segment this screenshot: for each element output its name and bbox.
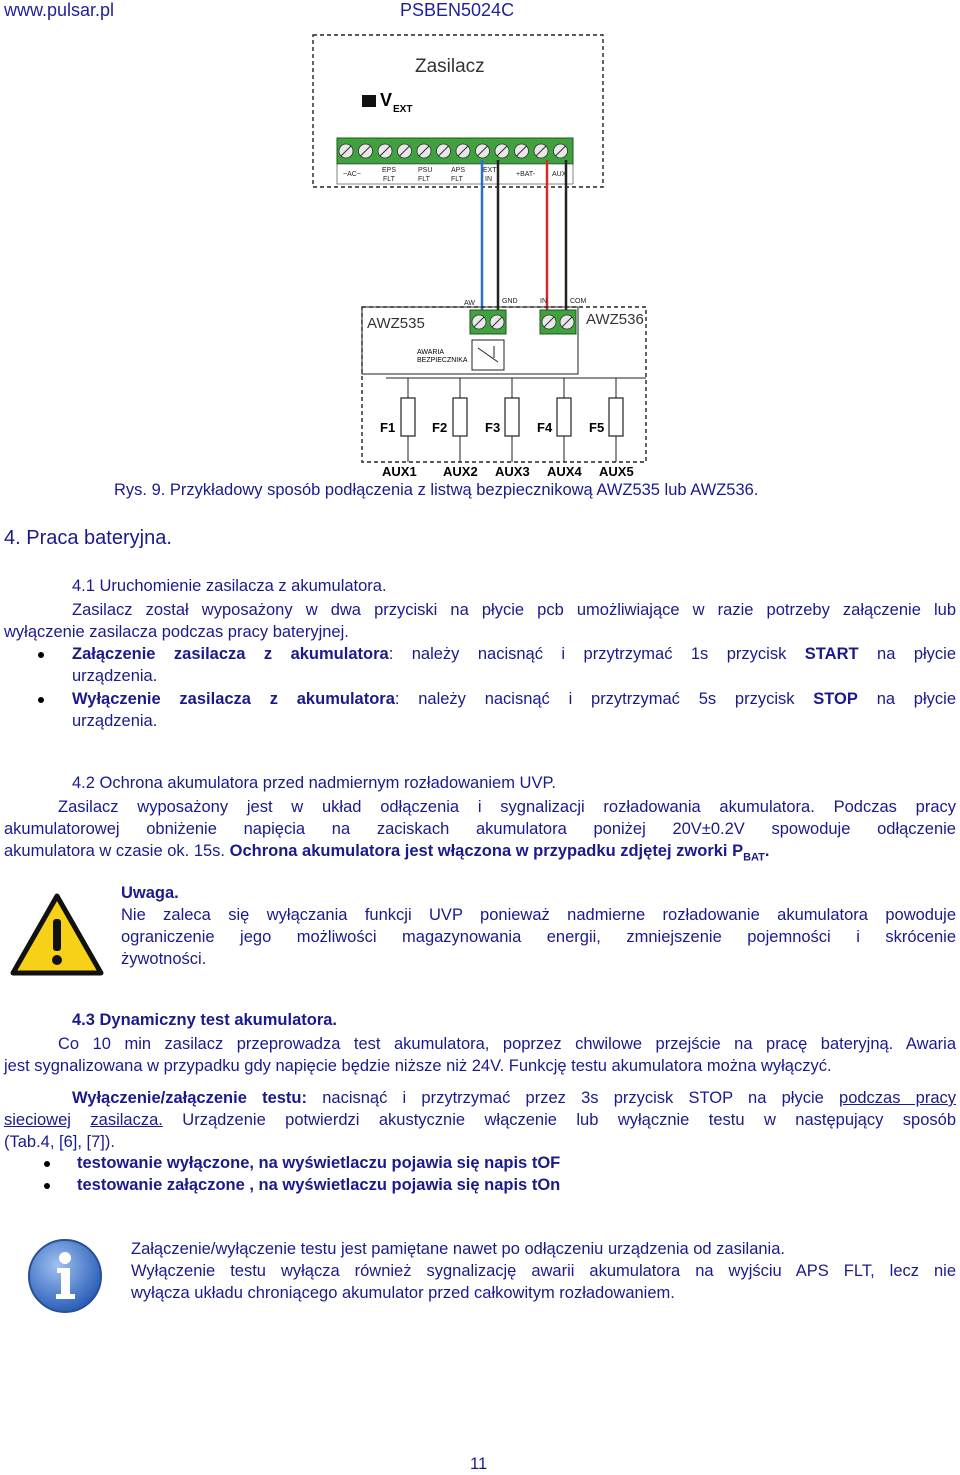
term-eps-flt: FLT bbox=[383, 176, 395, 183]
vext-label: V bbox=[380, 90, 393, 110]
test-toggle-text: nacisnąć i przytrzymać przez 3s przycisk STOP na płycie bbox=[322, 1089, 824, 1107]
term-aux: AUX bbox=[552, 171, 567, 178]
aux-labels bbox=[382, 464, 634, 479]
warning-line1: Nie zaleca się wyłączania funkcji UVP ponieważ nadmierne rozładowanie akumulatora powoduje bbox=[121, 906, 956, 924]
warning-line3: żywotności. bbox=[121, 950, 207, 968]
psu-title: Zasilacz bbox=[415, 56, 485, 77]
bullet-dot bbox=[38, 652, 44, 658]
info-line1: Załączenie/wyłączenie testu jest pamiętane nawet po odłączeniu urządzenia od zasilania. bbox=[131, 1240, 785, 1258]
s42-line3 bbox=[4, 840, 769, 868]
fuse bbox=[609, 398, 623, 436]
header-model: PSBEN5024C bbox=[400, 0, 515, 20]
bullet-dot bbox=[44, 1161, 50, 1167]
vext-sub: EXT bbox=[393, 104, 413, 115]
term-psu-flt: FLT bbox=[418, 176, 430, 183]
fuse-label-2: F2 bbox=[432, 420, 448, 435]
s41-para-line2: wyłączenie zasilacza podczas pracy bateryjnej. bbox=[4, 623, 349, 641]
warning-icon bbox=[10, 893, 104, 977]
fuse bbox=[453, 398, 467, 436]
term-aps-flt: FLT bbox=[451, 176, 463, 183]
section-41-title: 4.1 Uruchomienie zasilacza z akumulatora. bbox=[72, 577, 387, 595]
info-line2: Wyłączenie testu wyłącza również sygnalizację awarii akumulatora na wyjściu APS FLT, lecz nie bbox=[131, 1262, 956, 1280]
fuse-label-3: F3 bbox=[485, 420, 501, 435]
s43-para-line2: jest sygnalizowana w przypadku gdy napięcie będzie niższe niż 24V. Funkcję testu akumulatora można wyłączyć. bbox=[4, 1057, 832, 1075]
bullet-stop-end: na płycie bbox=[876, 690, 956, 708]
section-42-title: 4.2 Ochrona akumulatora przed nadmiernym rozładowaniem UVP. bbox=[72, 774, 556, 792]
aux-label-4: AUX4 bbox=[547, 464, 582, 479]
s42-line2: akumulatorowej obniżenie napięcia na zaciskach akumulatora poniżej 20V±0.2V spowoduje odłączenie bbox=[4, 820, 956, 838]
s43-test-line2 bbox=[4, 1109, 956, 1131]
page-number: 11 bbox=[470, 1455, 488, 1473]
s42-line3-bold: Ochrona akumulatora jest włączona w przypadku zdjętej zworki P bbox=[229, 842, 744, 860]
header-website: www.pulsar.pl bbox=[4, 0, 115, 20]
bullet-start-line2: urządzenia. bbox=[72, 667, 158, 685]
label-com: COM bbox=[570, 298, 587, 305]
test-on-bullet: testowanie załączone , na wyświetlaczu pojawia się napis tOn bbox=[77, 1176, 561, 1194]
aux-label-5: AUX5 bbox=[599, 464, 634, 479]
uwaga-label: Uwaga. bbox=[121, 884, 179, 902]
test-toggle-line2-text: Urządzenie potwierdzi akustycznie włączenie lub wyłącznie testu w następujący sposób bbox=[182, 1111, 956, 1129]
figure-caption: Rys. 9. Przykładowy sposób podłączenia z listwą bezpiecznikową AWZ535 lub AWZ536. bbox=[114, 481, 759, 499]
fuse bbox=[401, 398, 415, 436]
wiring-diagram bbox=[300, 30, 660, 480]
vext-indicator bbox=[362, 95, 376, 107]
label-gnd: GND bbox=[502, 298, 518, 305]
bullet-stop-text: : należy nacisnąć i przytrzymać 5s przycisk bbox=[394, 690, 795, 708]
section-43-title: 4.3 Dynamiczny test akumulatora. bbox=[72, 1011, 338, 1029]
label-in: IN bbox=[540, 298, 547, 305]
awaria-label-2: BEZPIECZNIKA bbox=[417, 357, 468, 364]
fuse bbox=[557, 398, 571, 436]
pbat-subscript: BAT bbox=[743, 851, 765, 864]
term-ac: ~AC~ bbox=[343, 171, 361, 178]
test-toggle-bold: Wyłączenie/załączenie testu: bbox=[72, 1089, 307, 1107]
term-eps: EPS bbox=[382, 167, 397, 174]
term-psu: PSU bbox=[418, 167, 433, 174]
s43-test-line1 bbox=[72, 1087, 956, 1109]
term-aps: APS bbox=[451, 167, 466, 174]
info-line3: wyłącza układu chroniącego akumulator przed całkowitym rozładowaniem. bbox=[131, 1284, 675, 1302]
s42-line1: Zasilacz wyposażony jest w układ odłączenia i sygnalizacji rozładowania akumulatora. Podczas pracy bbox=[58, 798, 956, 816]
stop-button-name: STOP bbox=[813, 690, 858, 708]
bullet-start-end: na płycie bbox=[877, 645, 957, 663]
test-toggle-underline-3: zasilacza. bbox=[90, 1111, 163, 1129]
bullet-dot bbox=[44, 1183, 50, 1189]
s42-line3-dot: . bbox=[764, 842, 770, 860]
aux-label-2: AUX2 bbox=[443, 464, 478, 479]
bullet-stop-line2: urządzenia. bbox=[72, 712, 158, 730]
awz535-label: AWZ535 bbox=[367, 315, 425, 332]
test-off-bullet: testowanie wyłączone, na wyświetlaczu pojawia się napis tOF bbox=[77, 1154, 561, 1172]
fuse-label-1: F1 bbox=[380, 420, 396, 435]
bullet-start-bold: Załączenie zasilacza z akumulatora bbox=[72, 645, 389, 663]
bullet-dot bbox=[38, 697, 44, 703]
term-ext: EXT bbox=[483, 167, 497, 174]
s43-test-line3: (Tab.4, [6], [7]). bbox=[4, 1133, 115, 1151]
fuse bbox=[505, 398, 519, 436]
warning-line2: ograniczenie jego możliwości magazynowania energii, zmniejszenie pojemności i skrócenie bbox=[121, 928, 956, 946]
info-icon bbox=[26, 1237, 104, 1315]
fuse-label-4: F4 bbox=[537, 420, 553, 435]
bullet-start-line1 bbox=[72, 643, 956, 665]
aux-label-3: AUX3 bbox=[495, 464, 530, 479]
awz536-label: AWZ536 bbox=[586, 311, 644, 328]
s43-para-line1: Co 10 min zasilacz przeprowadza test akumulatora, poprzez chwilowe przejście na pracę bateryjną. Awaria bbox=[58, 1035, 956, 1053]
test-toggle-underline-1: podczas pracy bbox=[839, 1089, 957, 1107]
term-bat: +BAT- bbox=[516, 171, 536, 178]
label-aw: AW bbox=[464, 300, 476, 307]
s41-para-line1: Zasilacz został wyposażony w dwa przyciski na płycie pcb umożliwiające w razie potrzeby załączenie lub bbox=[72, 601, 956, 619]
test-toggle-underline-2: sieciowej bbox=[4, 1111, 71, 1129]
fuse-label-5: F5 bbox=[589, 420, 605, 435]
section-4-title: 4. Praca bateryjna. bbox=[4, 527, 172, 549]
term-in: IN bbox=[485, 176, 492, 183]
bullet-stop-line1 bbox=[72, 688, 956, 710]
bullet-stop-bold: Wyłączenie zasilacza z akumulatora bbox=[72, 690, 395, 708]
s42-line3-text: akumulatora w czasie ok. 15s. bbox=[4, 842, 226, 860]
aux-label-1: AUX1 bbox=[382, 464, 417, 479]
awaria-label-1: AWARIA bbox=[417, 349, 445, 356]
start-button-name: START bbox=[804, 645, 859, 663]
bullet-start-text: : należy nacisnąć i przytrzymać 1s przycisk bbox=[388, 645, 787, 663]
